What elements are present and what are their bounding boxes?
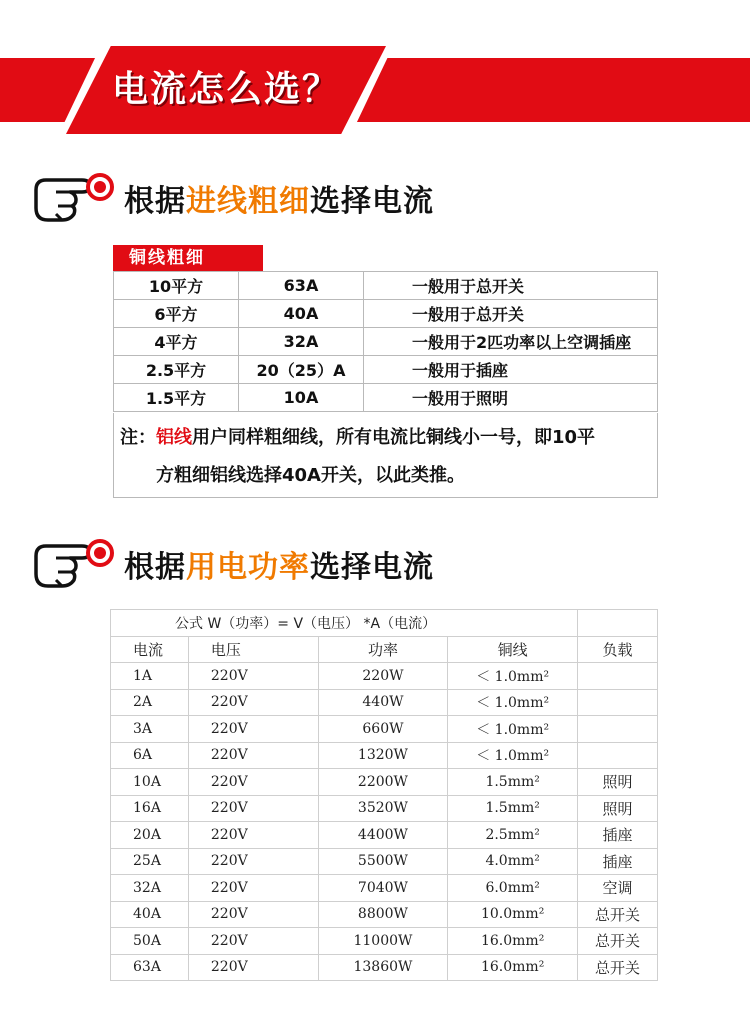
header-voltage: 电压	[188, 636, 318, 663]
row-voltage: 220V	[188, 795, 318, 822]
row-current: 40A	[111, 901, 189, 928]
heading-suffix: 选择电流	[310, 184, 434, 219]
table-row	[111, 689, 658, 716]
heading-prefix: 根据	[124, 184, 186, 219]
row-current: 1A	[111, 663, 189, 690]
row-current: 10A	[111, 769, 189, 796]
row-wire: 2.5mm²	[448, 822, 578, 849]
row-load: 总开关	[578, 901, 658, 928]
wire-size: 2.5平方	[114, 356, 239, 384]
row-voltage: 220V	[188, 663, 318, 690]
row-current: 32A	[111, 875, 189, 902]
row-current: 6A	[111, 742, 189, 769]
row-current: 50A	[111, 928, 189, 955]
row-load	[578, 742, 658, 769]
row-power: 11000W	[318, 928, 448, 955]
row-voltage: 220V	[188, 875, 318, 902]
pointing-hand-icon	[30, 168, 116, 224]
row-power: 1320W	[318, 742, 448, 769]
table-row	[111, 716, 658, 743]
aluminum-note	[113, 413, 658, 498]
note-red-term: 铝线	[156, 427, 192, 448]
table-row	[111, 822, 658, 849]
header-power: 功率	[318, 636, 448, 663]
note-line-2: 方粗细铝线选择40A开关，以此类推。	[156, 465, 465, 486]
table-row	[111, 875, 658, 902]
copper-tag: 铜线粗细	[113, 245, 263, 271]
note-line-1: 用户同样粗细线，所有电流比铜线小一号，即10平	[192, 427, 596, 448]
row-wire: 16.0mm²	[448, 954, 578, 981]
breaker-current: 10A	[239, 384, 364, 412]
wire-usage: 一般用于照明	[364, 384, 658, 412]
row-load	[578, 663, 658, 690]
row-wire: ＜ 1.0mm²	[448, 663, 578, 690]
page-title: 电流怎么选？	[112, 69, 341, 110]
wire-size: 4平方	[114, 328, 239, 356]
row-wire: ＜ 1.0mm²	[448, 742, 578, 769]
row-load: 总开关	[578, 928, 658, 955]
table-row	[111, 954, 658, 981]
title-banner	[0, 58, 750, 122]
row-wire: ＜ 1.0mm²	[448, 689, 578, 716]
wire-size: 1.5平方	[114, 384, 239, 412]
row-current: 20A	[111, 822, 189, 849]
row-power: 5500W	[318, 848, 448, 875]
header-load: 负载	[578, 636, 658, 663]
row-voltage: 220V	[188, 954, 318, 981]
row-voltage: 220V	[188, 928, 318, 955]
row-wire: 1.5mm²	[448, 795, 578, 822]
table-row	[111, 769, 658, 796]
breaker-current: 32A	[239, 328, 364, 356]
wire-usage: 一般用于总开关	[364, 300, 658, 328]
row-power: 440W	[318, 689, 448, 716]
row-power: 220W	[318, 663, 448, 690]
header-wire: 铜线	[448, 636, 578, 663]
note-label: 注：	[120, 427, 156, 448]
power-grid	[110, 609, 658, 981]
header-row	[111, 636, 658, 663]
row-load: 插座	[578, 848, 658, 875]
row-wire: 16.0mm²	[448, 928, 578, 955]
formula-empty-cell	[578, 610, 658, 637]
wire-usage: 一般用于总开关	[364, 272, 658, 300]
row-power: 4400W	[318, 822, 448, 849]
breaker-current: 20（25）A	[239, 356, 364, 384]
table-row	[111, 795, 658, 822]
heading-prefix: 根据	[124, 550, 186, 585]
row-voltage: 220V	[188, 848, 318, 875]
wire-size: 10平方	[114, 272, 239, 300]
table-row	[111, 663, 658, 690]
row-power: 3520W	[318, 795, 448, 822]
table-row	[114, 384, 658, 412]
heading-highlight: 进线粗细	[186, 184, 310, 219]
wire-usage: 一般用于2匹功率以上空调插座	[364, 328, 658, 356]
breaker-current: 40A	[239, 300, 364, 328]
table-row	[111, 901, 658, 928]
row-voltage: 220V	[188, 689, 318, 716]
row-wire: 10.0mm²	[448, 901, 578, 928]
row-load: 照明	[578, 769, 658, 796]
row-current: 3A	[111, 716, 189, 743]
row-wire: 1.5mm²	[448, 769, 578, 796]
table-row	[111, 742, 658, 769]
row-current: 63A	[111, 954, 189, 981]
row-current: 2A	[111, 689, 189, 716]
row-wire: 6.0mm²	[448, 875, 578, 902]
wire-size: 6平方	[114, 300, 239, 328]
row-voltage: 220V	[188, 742, 318, 769]
row-voltage: 220V	[188, 822, 318, 849]
pointing-hand-icon	[30, 534, 116, 590]
row-load: 总开关	[578, 954, 658, 981]
row-power: 660W	[318, 716, 448, 743]
row-current: 25A	[111, 848, 189, 875]
formula-text: 公式 W（功率）= V（电压） *A（电流）	[111, 610, 578, 637]
section-heading-text	[124, 176, 434, 220]
breaker-current: 63A	[239, 272, 364, 300]
row-power: 13860W	[318, 954, 448, 981]
row-load: 空调	[578, 875, 658, 902]
row-current: 16A	[111, 795, 189, 822]
copper-table	[113, 271, 658, 412]
row-power: 7040W	[318, 875, 448, 902]
section-heading-text	[124, 542, 434, 586]
heading-suffix: 选择电流	[310, 550, 434, 585]
row-voltage: 220V	[188, 716, 318, 743]
row-wire: ＜ 1.0mm²	[448, 716, 578, 743]
row-load	[578, 716, 658, 743]
row-power: 8800W	[318, 901, 448, 928]
row-load: 照明	[578, 795, 658, 822]
header-current: 电流	[111, 636, 189, 663]
table-row	[114, 272, 658, 300]
row-voltage: 220V	[188, 901, 318, 928]
row-wire: 4.0mm²	[448, 848, 578, 875]
table-row	[114, 356, 658, 384]
table-row	[114, 300, 658, 328]
row-voltage: 220V	[188, 769, 318, 796]
row-power: 2200W	[318, 769, 448, 796]
table-row	[111, 848, 658, 875]
table-row	[114, 328, 658, 356]
heading-highlight: 用电功率	[186, 550, 310, 585]
row-load: 插座	[578, 822, 658, 849]
row-load	[578, 689, 658, 716]
wire-usage: 一般用于插座	[364, 356, 658, 384]
formula-row	[111, 610, 658, 637]
power-table	[110, 609, 658, 981]
table-row	[111, 928, 658, 955]
